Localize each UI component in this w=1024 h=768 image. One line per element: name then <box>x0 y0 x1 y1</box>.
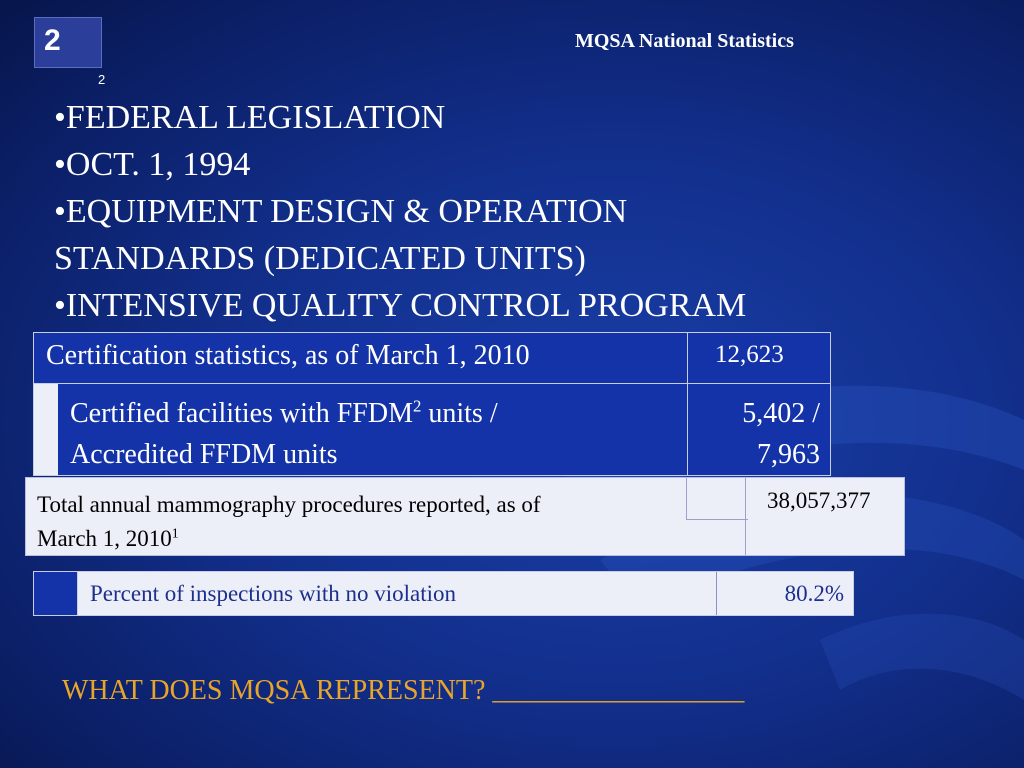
slide-number: 2 <box>44 24 61 57</box>
inspections-label: Percent of inspections with no violation <box>90 581 457 606</box>
slide-sub-number: 2 <box>98 72 106 87</box>
certification-label: Certification statistics, as of March 1, 2010 <box>46 340 530 371</box>
bullet-item: •FEDERAL LEGISLATION <box>54 99 446 136</box>
table-stub-cell <box>34 572 78 615</box>
bullet-item: •INTENSIVE QUALITY CONTROL PROGRAM <box>54 287 747 324</box>
inspections-table <box>33 571 854 616</box>
table-divider <box>34 383 830 384</box>
certification-value: 12,623 <box>715 341 784 368</box>
table-divider <box>745 478 746 555</box>
ffdm-label: Certified facilities with FFDM$^2$ units / Accredited FFDM units <box>70 396 498 470</box>
table-stub-cell <box>34 384 58 475</box>
procedures-label: Total annual mammography procedures reported, as of March 1, 2010$^1$ <box>37 492 541 551</box>
table-divider <box>687 333 688 475</box>
inspections-value: 80.2% <box>784 581 844 606</box>
certification-table <box>33 332 831 476</box>
procedures-value: 38,057,377 <box>767 488 871 513</box>
bullet-list <box>54 94 954 329</box>
bullet-item: •OCT. 1, 1994 <box>54 146 251 183</box>
bullet-item: STANDARDS (DEDICATED UNITS) <box>54 240 586 277</box>
question-prompt: WHAT DOES MQSA REPRESENT? __________________ <box>62 675 745 706</box>
procedures-table <box>25 477 905 556</box>
slide-number-badge <box>34 17 102 68</box>
inspections-label-cell <box>78 572 717 615</box>
slide-title: MQSA National Statistics <box>575 30 794 52</box>
inspections-value-cell <box>717 572 853 615</box>
table-empty-cell <box>686 478 748 520</box>
ffdm-value: 5,402 / 7,963 <box>742 398 820 470</box>
bullet-item: •EQUIPMENT DESIGN & OPERATION <box>54 193 628 230</box>
